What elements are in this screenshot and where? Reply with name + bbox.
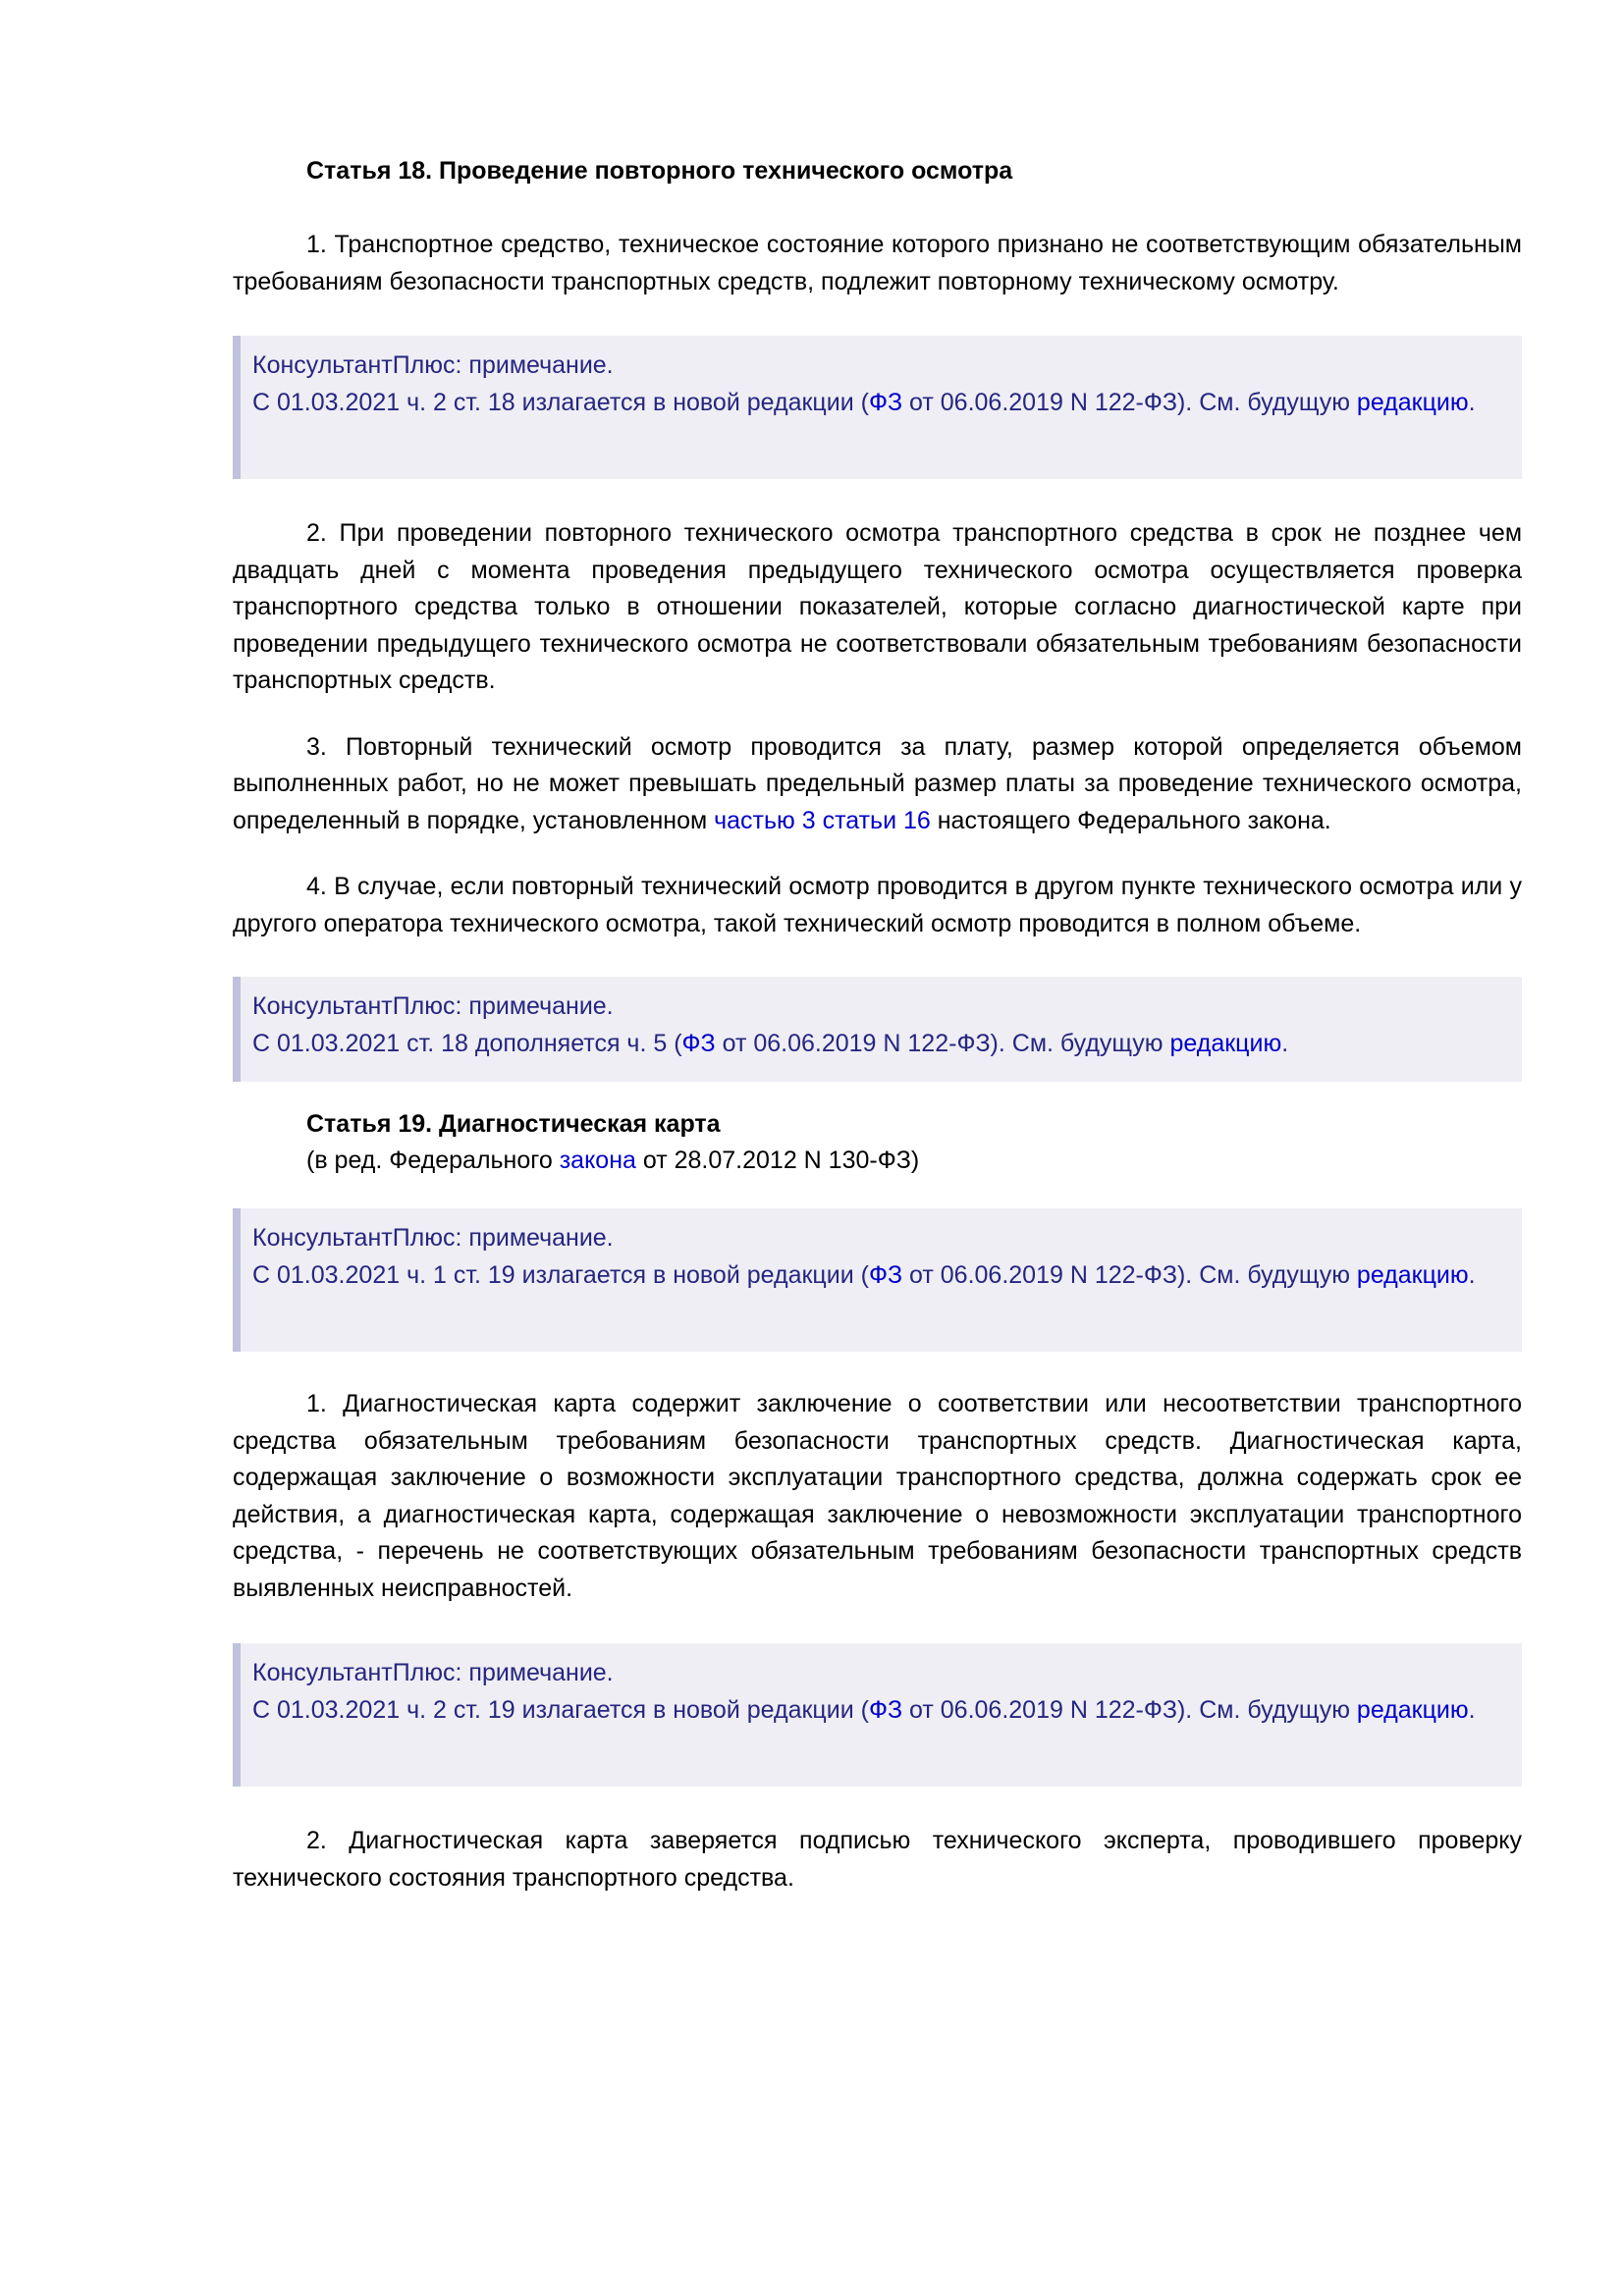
note-title: КонсультантПлюс: примечание. [252,1659,614,1686]
article-18-paragraph-4: 4. В случае, если повторный технический осмотр проводится в другом пункте технического осмотра или у другого оператора технического осмотра, такой технический осмотр проводится в полном объеме. [233,873,1522,937]
article-18-title: Статья 18. Проведение повторного технического осмотра [306,157,1013,185]
law-link[interactable]: ФЗ [868,1695,903,1724]
article-19-title: Статья 19. Диагностическая карта [306,1110,721,1138]
article-19-paragraph-1: 1. Диагностическая карта содержит заключение о соответствии или несоответствии транспортного средства обязательным требованиям безопасности транспортных средств. Диагностическая карта, содержащая заключение о возможности эксплуатации транспортного средства, должна содержать срок ее действия, а диагностическая карта, содержащая заключение о невозможности эксплуатации транспортного средства, - перечень не соответствующих обязательным требованиям безопасности транспортных средств выявленных неисправностей. [233,1390,1522,1602]
consultant-note [233,977,1522,1082]
article-19-paragraph-2: 2. Диагностическая карта заверяется подписью технического эксперта, проводившего проверку технического состояния транспортного средства. [233,1827,1522,1892]
law-link[interactable]: ФЗ [681,1029,716,1057]
law-link[interactable]: ФЗ [868,1260,903,1289]
article-18-paragraph-2: 2. При проведении повторного технического осмотра транспортного средства в срок не позднее чем двадцать дней с момента проведения предыдущего технического осмотра осуществляется проверка транспортного средства только в отношении показателей, которые согласно диагностической карте при проведении предыдущего технического осмотра не соответствовали обязательным требованиям безопасности транспортных средств. [233,519,1522,694]
part-3-article-16-link[interactable]: частью 3 статьи 16 [714,806,931,834]
consultant-note [233,336,1522,479]
note-title: КонсультантПлюс: примечание. [252,1224,614,1252]
article-18-paragraph-3: 3. Повторный технический осмотр проводится за плату, размер которой определяется объемом выполненных работ, но не может превышать предельный размер платы за проведение технического осмотра, определенный в порядке, установленном частью 3 статьи 16 настоящего Федерального закона. [233,732,1522,834]
amending-law-link[interactable]: закона [559,1147,636,1174]
note-text: С 01.03.2021 ч. 2 ст. 18 излагается в новой редакции (ФЗ от 06.06.2019 N 122-ФЗ). См. будущую редакцию. [252,388,1476,416]
article-18-paragraph-1: 1. Транспортное средство, техническое состояние которого признано не соответствующим обязательным требованиям безопасности транспортных средств, подлежит повторному техническому осмотру. [233,231,1522,295]
article-19-amendment: (в ред. Федерального закона от 28.07.2012 N 130-ФЗ) [306,1147,920,1174]
document-page [233,153,1522,1896]
law-link[interactable]: ФЗ [868,388,903,416]
consultant-note [233,1643,1522,1787]
edition-link[interactable]: редакцию [1356,388,1469,416]
edition-link[interactable]: редакцию [1356,1695,1469,1724]
edition-link[interactable]: редакцию [1169,1029,1282,1057]
note-title: КонсультантПлюс: примечание. [252,992,614,1020]
note-text: С 01.03.2021 ст. 18 дополняется ч. 5 (ФЗ от 06.06.2019 N 122-ФЗ). См. будущую редакцию. [252,1029,1289,1057]
note-text: С 01.03.2021 ч. 1 ст. 19 излагается в новой редакции (ФЗ от 06.06.2019 N 122-ФЗ). См. будущую редакцию. [252,1260,1476,1289]
note-text: С 01.03.2021 ч. 2 ст. 19 излагается в новой редакции (ФЗ от 06.06.2019 N 122-ФЗ). См. будущую редакцию. [252,1695,1476,1724]
note-title: КонсультантПлюс: примечание. [252,351,614,379]
edition-link[interactable]: редакцию [1356,1260,1469,1289]
consultant-note [233,1208,1522,1352]
